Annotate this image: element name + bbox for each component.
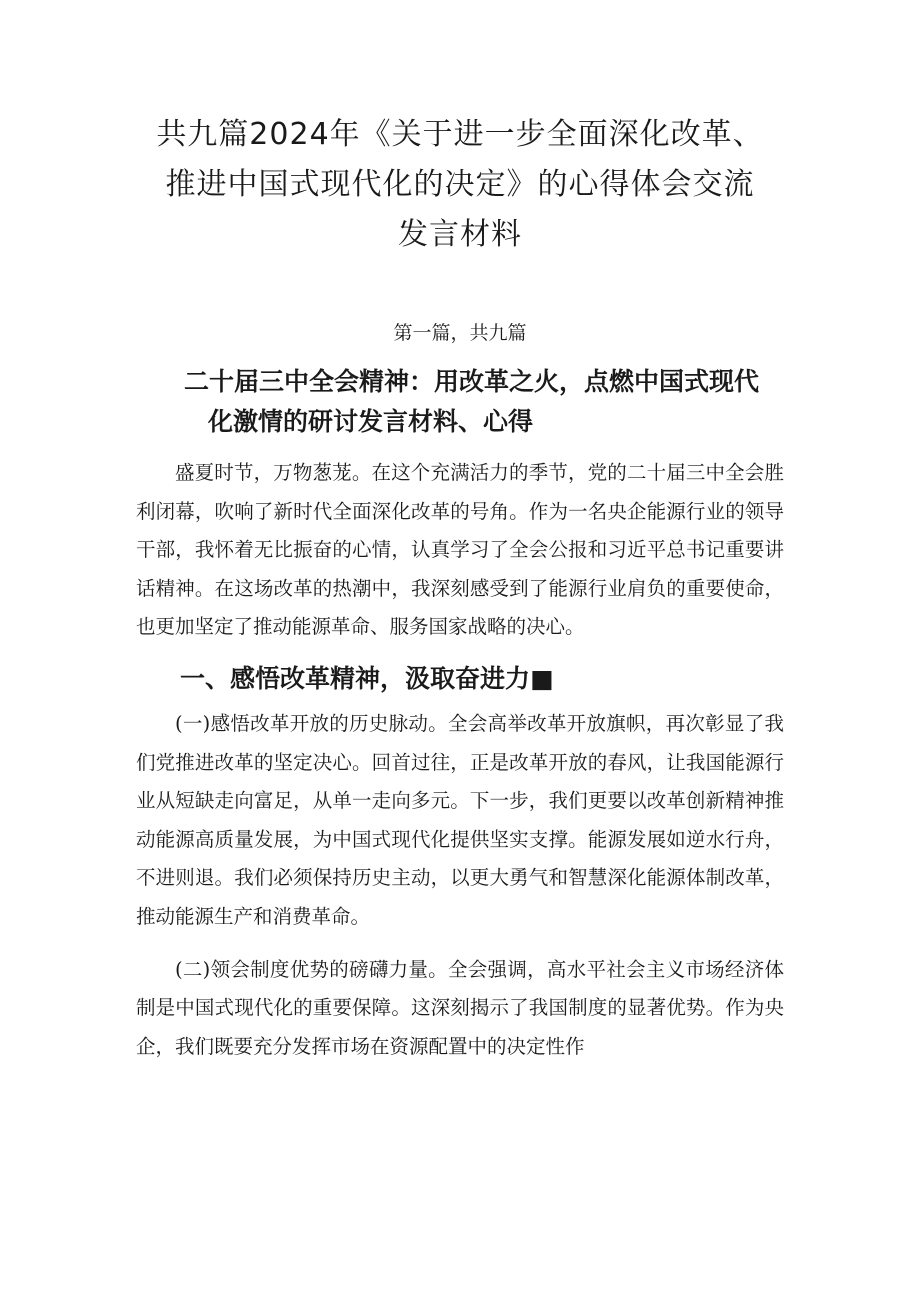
document-title-line-2: 推进中国式现代化的决定》的心得体会交流 <box>165 167 755 202</box>
document-title-line-1: 共九篇2024年《关于进一步全面深化改革、 <box>156 117 764 152</box>
intro-paragraph: 盛夏时节，万物葱茏。在这个充满活力的季节，党的二十届三中全会胜利闭幕，吹响了新时代全面深化改革的号角。作为一名央企能源行业的领导干部，我怀着无比振奋的心情，认真学习了全会公报和习近平总书记重要讲话精神。在这场改革的热潮中，我深刻感受到了能源行业肩负的重要使命，也更加坚定了推动能源革命、服务国家战略的决心。 <box>136 461 784 639</box>
part-label: 第一篇，共九篇 <box>393 322 527 344</box>
document-title-line-3: 发言材料 <box>398 217 522 252</box>
section-paragraph-1: (一)感悟改革开放的历史脉动。全会高举改革开放旗帜，再次彰显了我们党推进改革的坚定决心。回首过往，正是改革开放的春风，让我国能源行业从短缺走向富足，从单一走向多元。下一步，我们更要以改革创新精神推动能源高质量发展，为中国式现代化提供坚实支撑。能源发展如逆水行舟，不进则退。我们必须保持历史主动，以更大勇气和智慧深化能源体制改革，推动能源生产和消费革命。 <box>136 711 784 928</box>
article-title-line-1: 二十届三中全会精神：用改革之火，点燃中国式现代 <box>184 367 760 396</box>
section-heading: 一、感悟改革精神，汲取奋进力■ <box>180 663 554 693</box>
article-title-line-2: 化激情的研讨发言材料、心得 <box>208 407 534 436</box>
article-title <box>136 362 784 442</box>
section-paragraph-2: (二)领会制度优势的磅礴力量。全会强调，高水平社会主义市场经济体制是中国式现代化的重要保障。这深刻揭示了我国制度的显著优势。作为央企，我们既要充分发挥市场在资源配置中的决定性作 <box>136 957 784 1058</box>
document-title <box>136 110 784 260</box>
